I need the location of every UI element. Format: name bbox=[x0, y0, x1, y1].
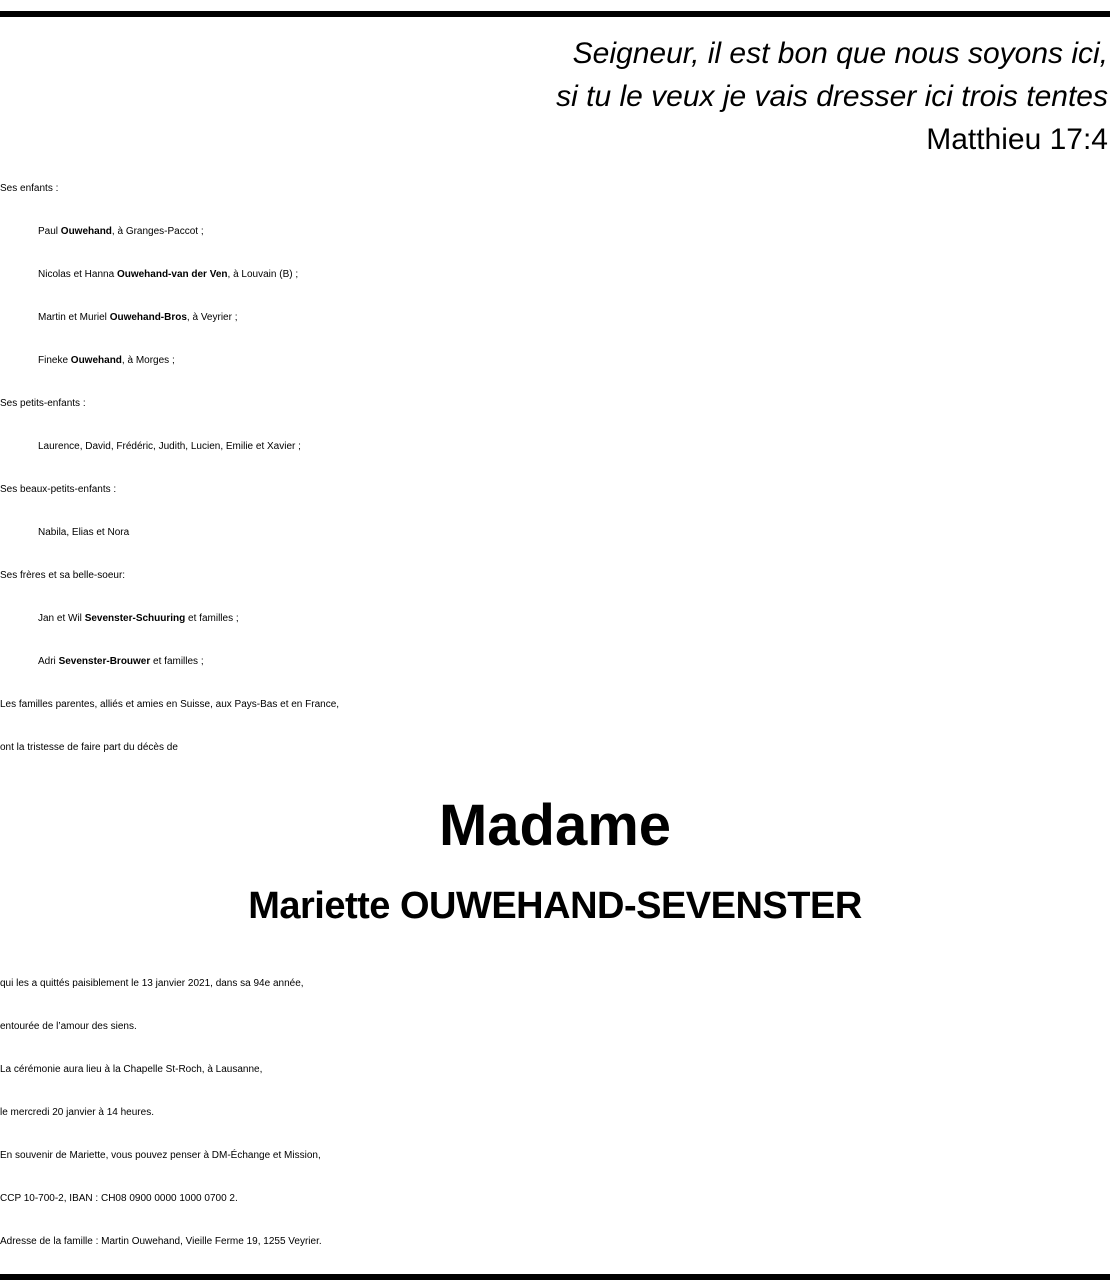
sibling-entry bbox=[0, 640, 1110, 683]
closing-text bbox=[0, 962, 1110, 1263]
given-names: Martin et Muriel bbox=[38, 312, 110, 323]
grandchildren-names: Laurence, David, Frédéric, Judith, Lucien, Emilie et Xavier ; bbox=[38, 441, 301, 452]
place: , à Morges ; bbox=[121, 355, 175, 366]
family-address-line: Adresse de la famille : Martin Ouwehand, Vieille Ferme 19, 1255 Veyrier. bbox=[0, 1236, 322, 1247]
great-grandchildren-heading: Ses beaux-petits-enfants : bbox=[0, 484, 117, 495]
surname: Ouwehand-Bros bbox=[109, 312, 187, 323]
donation-line: En souvenir de Mariette, vous pouvez penser à DM-Échange et Mission, bbox=[0, 1150, 321, 1161]
surname: Sevenster-Schuuring bbox=[84, 613, 186, 624]
surname: Sevenster-Brouwer bbox=[58, 656, 151, 667]
honorific: Madame bbox=[438, 793, 672, 858]
given-names: Adri bbox=[38, 656, 59, 667]
top-rule bbox=[0, 11, 1110, 17]
child-entry bbox=[0, 296, 1110, 339]
children-heading: Ses enfants : bbox=[0, 183, 59, 194]
suffix: et familles ; bbox=[150, 656, 204, 667]
great-grandchildren-names: Nabila, Elias et Nora bbox=[38, 527, 130, 538]
surname: Ouwehand bbox=[60, 226, 112, 237]
ceremony-date-line: le mercredi 20 janvier à 14 heures. bbox=[0, 1107, 154, 1118]
sibling-entry bbox=[0, 597, 1110, 640]
closing-line: qui les a quittés paisiblement le 13 janvier 2021, dans sa 94e année, bbox=[0, 978, 304, 989]
verse-line-2: si tu le veux je vais dresser ici trois tentes bbox=[556, 80, 1108, 113]
bank-details-line: CCP 10-700-2, IBAN : CH08 0900 0000 1000 0700 2. bbox=[0, 1193, 238, 1204]
suffix: et familles ; bbox=[185, 613, 239, 624]
given-names: Jan et Wil bbox=[38, 613, 85, 624]
place: , à Granges-Paccot ; bbox=[111, 226, 204, 237]
surname: Ouwehand-van der Ven bbox=[116, 269, 228, 280]
given-names: Nicolas et Hanna bbox=[38, 269, 117, 280]
child-entry bbox=[0, 210, 1110, 253]
given-names: Paul bbox=[38, 226, 61, 237]
closing-line: entourée de l’amour des siens. bbox=[0, 1021, 137, 1032]
bible-verse bbox=[556, 32, 1108, 161]
place: , à Veyrier ; bbox=[186, 312, 238, 323]
child-entry bbox=[0, 253, 1110, 296]
deceased-name: Mariette OUWEHAND-SEVENSTER bbox=[248, 885, 862, 927]
verse-reference: Matthieu 17:4 bbox=[926, 123, 1108, 156]
bottom-rule bbox=[0, 1274, 1110, 1280]
deceased-title bbox=[0, 790, 1110, 950]
ceremony-line: La cérémonie aura lieu à la Chapelle St-Roch, à Lausanne, bbox=[0, 1064, 263, 1075]
siblings-heading: Ses frères et sa belle-soeur: bbox=[0, 570, 126, 581]
grandchildren-heading: Ses petits-enfants : bbox=[0, 398, 86, 409]
verse-line-1: Seigneur, il est bon que nous soyons ici, bbox=[572, 37, 1108, 70]
family-list bbox=[0, 167, 1110, 769]
surname: Ouwehand bbox=[70, 355, 122, 366]
given-names: Fineke bbox=[38, 355, 71, 366]
child-entry bbox=[0, 339, 1110, 382]
announcement-line-1: Les familles parentes, alliés et amies en Suisse, aux Pays-Bas et en France, bbox=[0, 699, 340, 710]
place: , à Louvain (B) ; bbox=[227, 269, 299, 280]
announcement-line-2: ont la tristesse de faire part du décès de bbox=[0, 742, 178, 753]
